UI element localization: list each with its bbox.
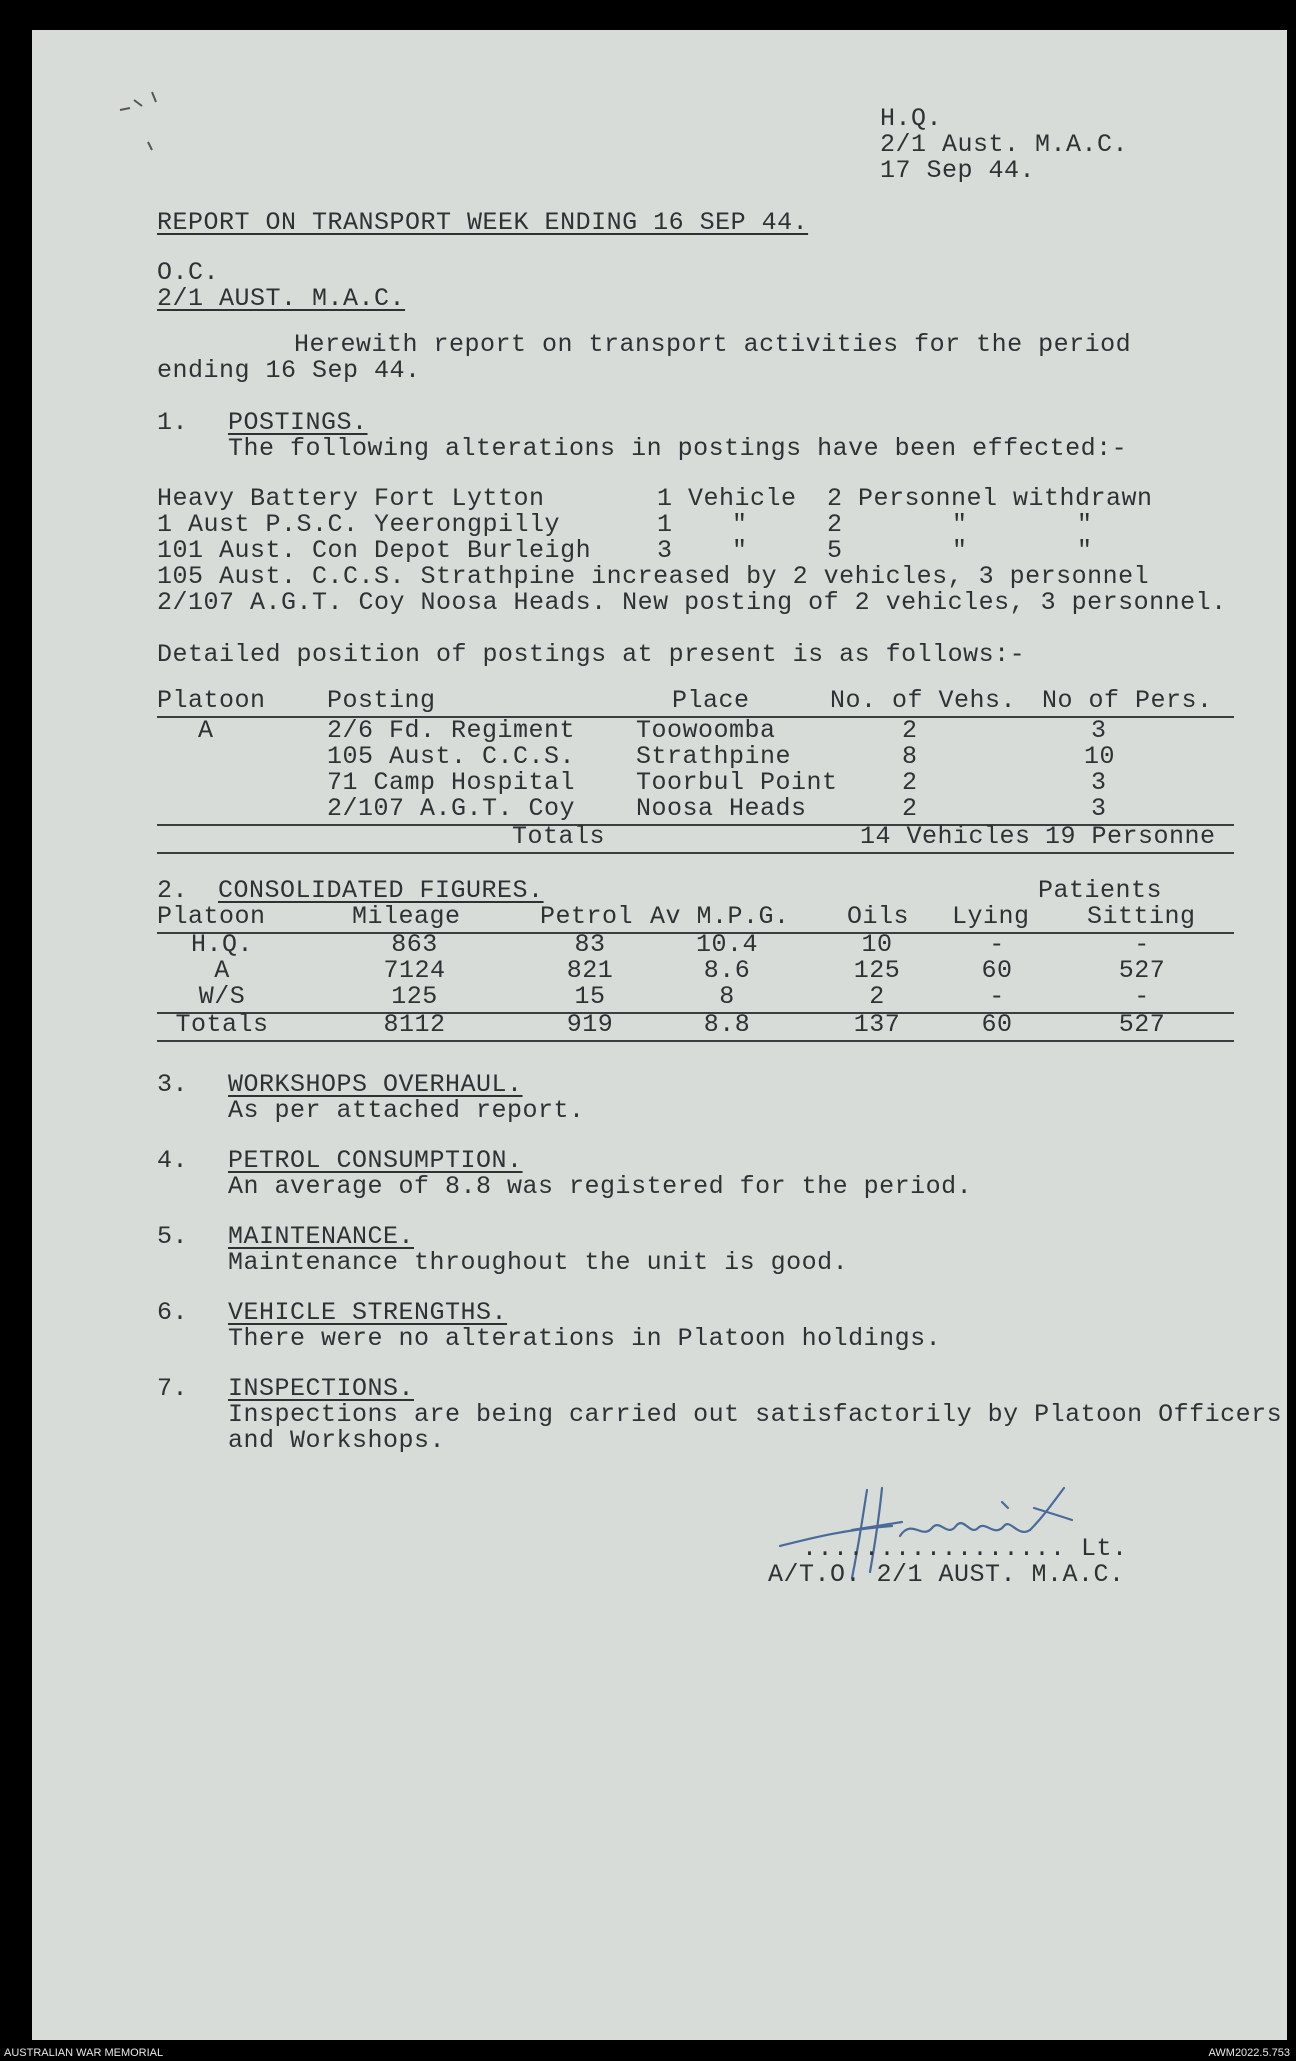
alteration-2-place: 1 Aust P.S.C. Yeerongpilly: [157, 510, 561, 539]
footer-archive-id: AWM2022.5.753: [1208, 2047, 1290, 2059]
posting-row-4-posting: 2/107 A.G.T. Coy: [327, 794, 576, 823]
consolidated-totals-mileage: 8112: [383, 1010, 446, 1039]
section-5-text: Maintenance throughout the unit is good.: [228, 1248, 849, 1277]
consolidated-row-3-platoon: W/S: [198, 982, 246, 1011]
patients-label: Patients: [1038, 876, 1163, 905]
posting-row-3-posting: 71 Camp Hospital: [327, 768, 576, 797]
consolidated-header-oils: Oils: [847, 902, 910, 931]
section-3-number: 3.: [157, 1070, 189, 1099]
consolidated-row-1-mpg: 10.4: [695, 930, 758, 959]
consolidated-row-3-mpg: 8: [719, 982, 735, 1011]
posting-row-2-vehs: 8: [902, 742, 918, 771]
posting-row-2-place: Strathpine: [636, 742, 792, 771]
posting-row-3-vehs: 2: [902, 768, 918, 797]
alteration-3-ditto-2: ": [952, 536, 968, 565]
postings-platoon: A: [198, 716, 214, 745]
alteration-3-ditto-3: ": [1077, 536, 1093, 565]
postings-totals-label: Totals: [512, 822, 606, 851]
consolidated-row-3-mileage: 125: [391, 982, 438, 1011]
consolidated-header-petrol: Petrol: [540, 902, 634, 931]
header-unit: 2/1 Aust. M.A.C.: [880, 130, 1129, 159]
section-6-text: There were no alterations in Platoon holdings.: [228, 1324, 942, 1353]
posting-row-1-posting: 2/6 Fd. Regiment: [327, 716, 576, 745]
postings-header-posting: Posting: [327, 686, 436, 715]
section-3-text: As per attached report.: [228, 1096, 585, 1125]
alteration-4: 105 Aust. C.C.S. Strathpine increased by 2 vehicles, 3 personnel: [157, 562, 1150, 591]
section-1-heading: POSTINGS.: [228, 408, 368, 437]
addressee-oc: O.C.: [157, 258, 220, 287]
alteration-1-vehicles: 1 Vehicle: [657, 484, 797, 513]
consolidated-row-2-sitting: 527: [1118, 956, 1166, 985]
section-6-heading: VEHICLE STRENGTHS.: [228, 1298, 508, 1327]
report-title: REPORT ON TRANSPORT WEEK ENDING 16 SEP 44.: [157, 208, 809, 237]
consolidated-row-1-lying: -: [989, 930, 1005, 959]
section-1-number: 1.: [157, 408, 189, 437]
posting-row-1-vehs: 2: [902, 716, 918, 745]
section-6-number: 6.: [157, 1298, 189, 1327]
section-7-text-2: and Workshops.: [228, 1426, 446, 1455]
document-page: [32, 30, 1287, 2040]
posting-row-2-posting: 105 Aust. C.C.S.: [327, 742, 576, 771]
postings-totals-rule-bottom: [157, 852, 1234, 854]
consolidated-totals-petrol: 919: [566, 1010, 614, 1039]
alteration-3-place: 101 Aust. Con Depot Burleigh: [157, 536, 592, 565]
signature-dots: ................. Lt.: [802, 1534, 1128, 1563]
alteration-2-ditto-3: ": [1077, 510, 1093, 539]
section-4-text: An average of 8.8 was registered for the period.: [228, 1172, 973, 1201]
section-1-text: The following alterations in postings have been effected:-: [228, 434, 1128, 463]
posting-row-3-place: Toorbul Point: [636, 768, 838, 797]
intro-line-2: ending 16 Sep 44.: [157, 356, 421, 385]
consolidated-row-2-mileage: 7124: [383, 956, 446, 985]
alteration-3-ditto-1: ": [732, 536, 748, 565]
consolidated-totals-oils: 137: [853, 1010, 901, 1039]
alteration-2-personnel: 2: [827, 510, 843, 539]
postings-header-place: Place: [672, 686, 750, 715]
consolidated-totals-rule-bottom: [157, 1040, 1234, 1042]
section-4-number: 4.: [157, 1146, 189, 1175]
section-5-heading: MAINTENANCE.: [228, 1222, 415, 1251]
posting-row-4-vehs: 2: [902, 794, 918, 823]
postings-header-pers: No of Pers.: [1042, 686, 1213, 715]
signature-title: A/T.O. 2/1 AUST. M.A.C.: [768, 1560, 1125, 1589]
consolidated-totals-lying: 60: [981, 1010, 1013, 1039]
consolidated-row-3-sitting: -: [1134, 982, 1150, 1011]
consolidated-row-3-oils: 2: [869, 982, 885, 1011]
alteration-3-vehicles: 3: [657, 536, 673, 565]
posting-row-4-pers: 3: [1091, 794, 1107, 823]
section-4-heading: PETROL CONSUMPTION.: [228, 1146, 523, 1175]
consolidated-row-1-petrol: 83: [574, 930, 606, 959]
postings-header-vehs: No. of Vehs.: [830, 686, 1017, 715]
consolidated-row-2-petrol: 821: [566, 956, 614, 985]
posting-row-1-pers: 3: [1091, 716, 1107, 745]
consolidated-row-1-mileage: 863: [391, 930, 438, 959]
section-2-heading: CONSOLIDATED FIGURES.: [218, 876, 544, 905]
consolidated-totals-label: Totals: [175, 1010, 269, 1039]
consolidated-header-sitting: Sitting: [1087, 902, 1196, 931]
consolidated-header-platoon: Platoon: [157, 902, 266, 931]
section-3-heading: WORKSHOPS OVERHAUL.: [228, 1070, 523, 1099]
section-7-text-1: Inspections are being carried out satisfactorily by Platoon Officers: [228, 1400, 1283, 1429]
section-5-number: 5.: [157, 1222, 189, 1251]
alteration-2-vehicles: 1: [657, 510, 673, 539]
postings-totals-vehs: 14 Vehicles: [860, 822, 1031, 851]
alteration-2-ditto-1: ": [732, 510, 748, 539]
pencil-mark-icon: [112, 80, 172, 160]
consolidated-row-2-platoon: A: [214, 956, 230, 985]
consolidated-row-3-petrol: 15: [574, 982, 606, 1011]
consolidated-row-3-lying: -: [989, 982, 1005, 1011]
posting-row-3-pers: 3: [1091, 768, 1107, 797]
intro-line-1: Herewith report on transport activities for the period: [294, 330, 1132, 359]
consolidated-row-1-oils: 10: [861, 930, 893, 959]
header-date: 17 Sep 44.: [880, 156, 1036, 185]
consolidated-header-mileage: Mileage: [352, 902, 461, 931]
consolidated-totals-sitting: 527: [1118, 1010, 1166, 1039]
consolidated-row-1-sitting: -: [1134, 930, 1150, 959]
consolidated-header-mpg: Av M.P.G.: [650, 902, 790, 931]
posting-row-1-place: Toowoomba: [636, 716, 776, 745]
header-hq: H.Q.: [880, 104, 943, 133]
consolidated-row-1-platoon: H.Q.: [190, 930, 253, 959]
detailed-intro: Detailed position of postings at present is as follows:-: [157, 640, 1026, 669]
posting-row-4-place: Noosa Heads: [636, 794, 807, 823]
section-7-heading: INSPECTIONS.: [228, 1374, 415, 1403]
posting-row-2-pers: 10: [1084, 742, 1116, 771]
alteration-1-personnel: 2 Personnel withdrawn: [827, 484, 1153, 513]
consolidated-row-2-mpg: 8.6: [703, 956, 751, 985]
postings-totals-pers: 19 Personne: [1045, 822, 1216, 851]
section-2-number: 2.: [157, 876, 189, 905]
consolidated-row-2-lying: 60: [981, 956, 1013, 985]
alteration-1-place: Heavy Battery Fort Lytton: [157, 484, 545, 513]
alteration-2-ditto-2: ": [952, 510, 968, 539]
consolidated-header-lying: Lying: [952, 902, 1030, 931]
postings-header-platoon: Platoon: [157, 686, 266, 715]
consolidated-totals-mpg: 8.8: [703, 1010, 751, 1039]
addressee-unit: 2/1 AUST. M.A.C.: [157, 284, 406, 313]
section-7-number: 7.: [157, 1374, 189, 1403]
alteration-3-personnel: 5: [827, 536, 843, 565]
alteration-5: 2/107 A.G.T. Coy Noosa Heads. New posting of 2 vehicles, 3 personnel.: [157, 588, 1227, 617]
consolidated-row-2-oils: 125: [853, 956, 901, 985]
footer-archive-name: AUSTRALIAN WAR MEMORIAL: [4, 2047, 164, 2059]
